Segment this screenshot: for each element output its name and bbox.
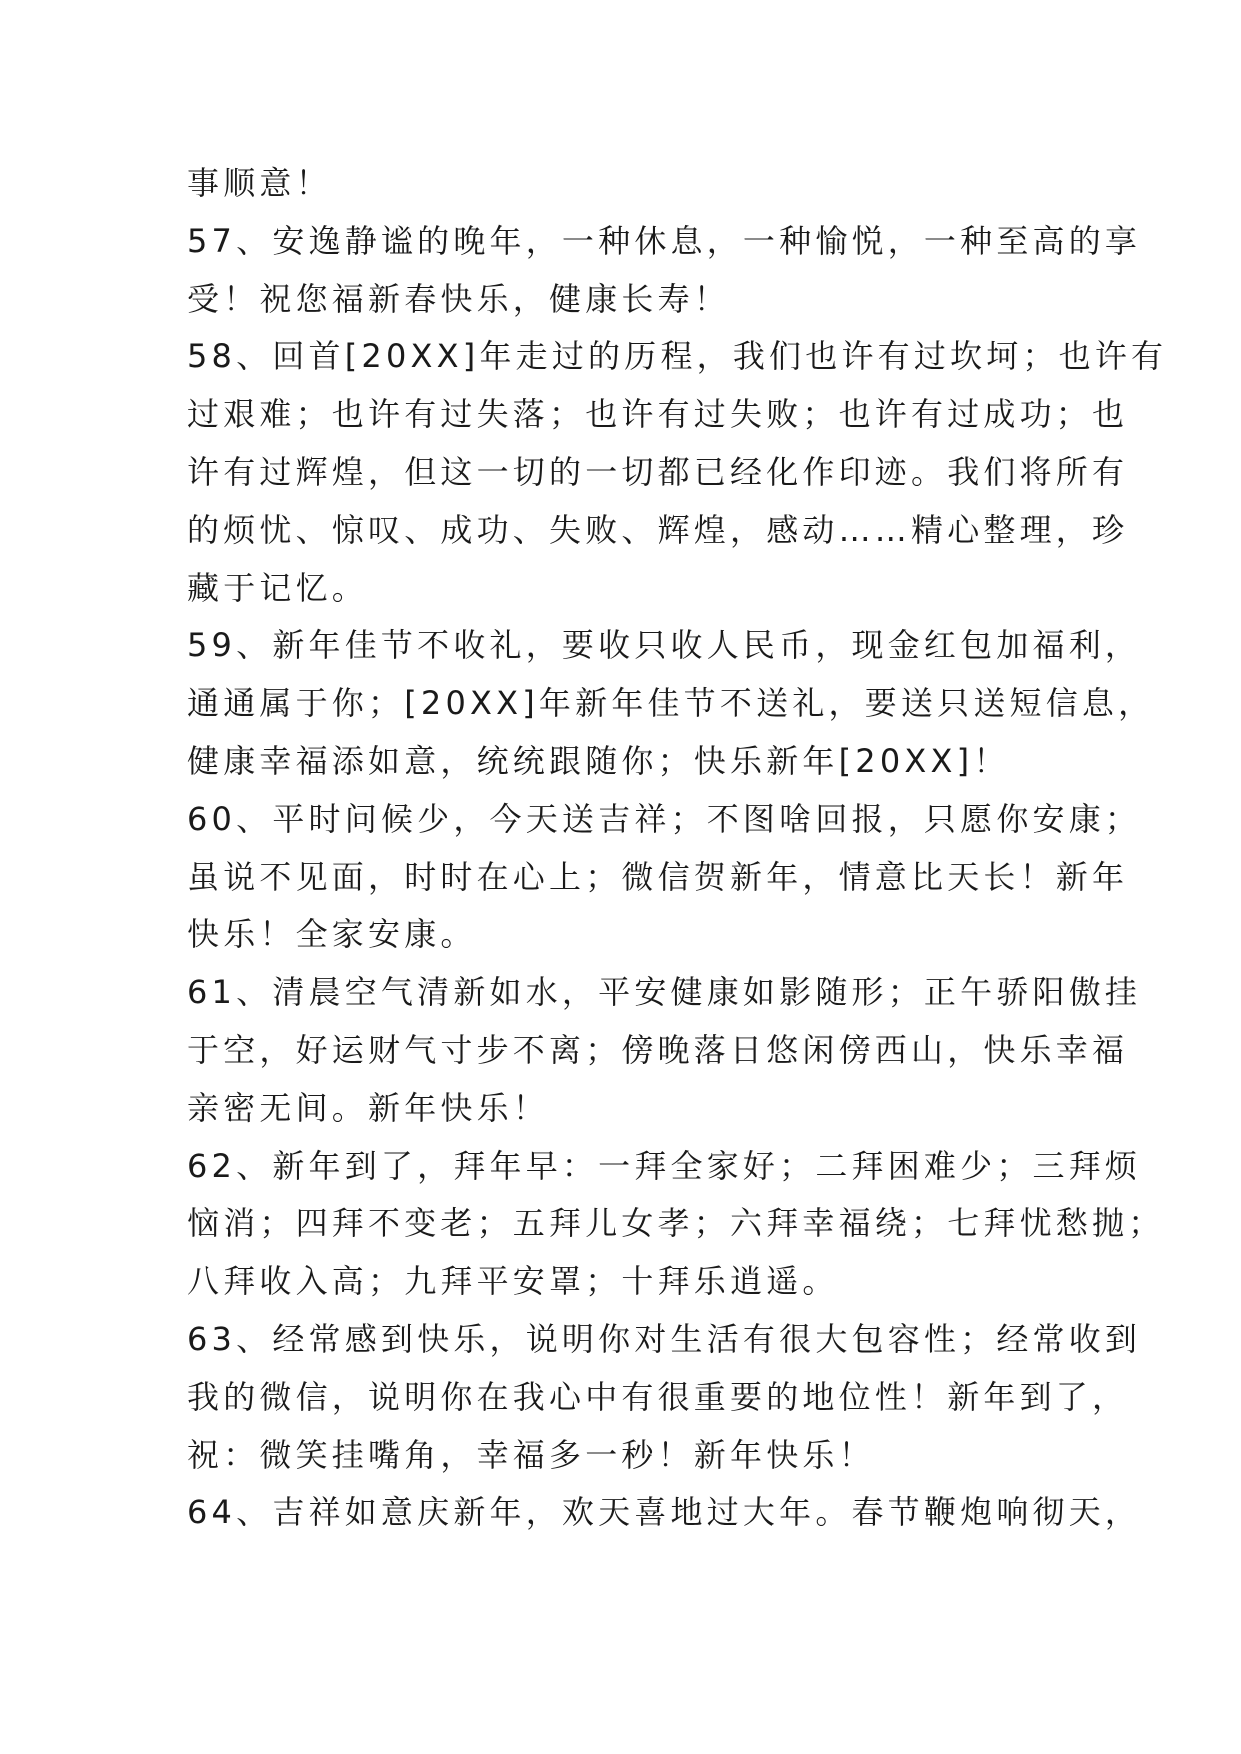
- text-line: 虽说不见面，时时在心上；微信贺新年，情意比天长！新年: [187, 857, 1129, 896]
- text-line: 受！祝您福新春快乐，健康长寿！: [187, 279, 731, 318]
- text-line: 藏于记忆。: [187, 568, 369, 607]
- text-line: 57、安逸静谧的晚年，一种休息，一种愉悦，一种至高的享: [187, 221, 1142, 260]
- text-line: 快乐！全家安康。: [187, 915, 477, 954]
- text-line: 58、回首[20XX]年走过的历程，我们也许有过坎坷；也许有: [187, 337, 1168, 376]
- text-line: 61、清晨空气清新如水，平安健康如影随形；正午骄阳傲挂: [187, 973, 1142, 1012]
- text-line: 亲密无间。新年快乐！: [187, 1088, 550, 1127]
- text-line: 健康幸福添如意，统统跟随你；快乐新年[20XX]！: [187, 741, 1010, 780]
- text-line: 八拜收入高；九拜平安罩；十拜乐逍遥。: [187, 1262, 839, 1301]
- text-line: 的烦忧、惊叹、成功、失败、辉煌，感动……精心整理，珍: [187, 510, 1129, 549]
- text-line: 我的微信，说明你在我心中有很重要的地位性！新年到了，: [187, 1377, 1129, 1416]
- text-line: 过艰难；也许有过失落；也许有过失败；也许有过成功；也: [187, 395, 1129, 434]
- document-page: [187, 155, 1168, 1542]
- text-line: 许有过辉煌，但这一切的一切都已经化作印迹。我们将所有: [187, 452, 1129, 491]
- text-line: 60、平时问候少，今天送吉祥；不图啥回报，只愿你安康；: [187, 799, 1142, 838]
- text-line: 祝：微笑挂嘴角，幸福多一秒！新年快乐！: [187, 1435, 875, 1474]
- text-line: 于空，好运财气寸步不离；傍晚落日悠闲傍西山，快乐幸福: [187, 1030, 1129, 1069]
- text-line: 59、新年佳节不收礼，要收只收人民币，现金红包加福利，: [187, 626, 1142, 665]
- text-line: 恼消；四拜不变老；五拜儿女孝；六拜幸福绕；七拜忧愁抛；: [187, 1204, 1165, 1243]
- text-line: 事顺意！: [187, 164, 332, 202]
- text-line: 62、新年到了，拜年早：一拜全家好；二拜困难少；三拜烦: [187, 1146, 1142, 1185]
- text-line: 64、吉祥如意庆新年，欢天喜地过大年。春节鞭炮响彻天，: [187, 1493, 1142, 1532]
- text-line: 63、经常感到快乐，说明你对生活有很大包容性；经常收到: [187, 1319, 1142, 1358]
- text-line: 通通属于你；[20XX]年新年佳节不送礼，要送只送短信息，: [187, 684, 1155, 723]
